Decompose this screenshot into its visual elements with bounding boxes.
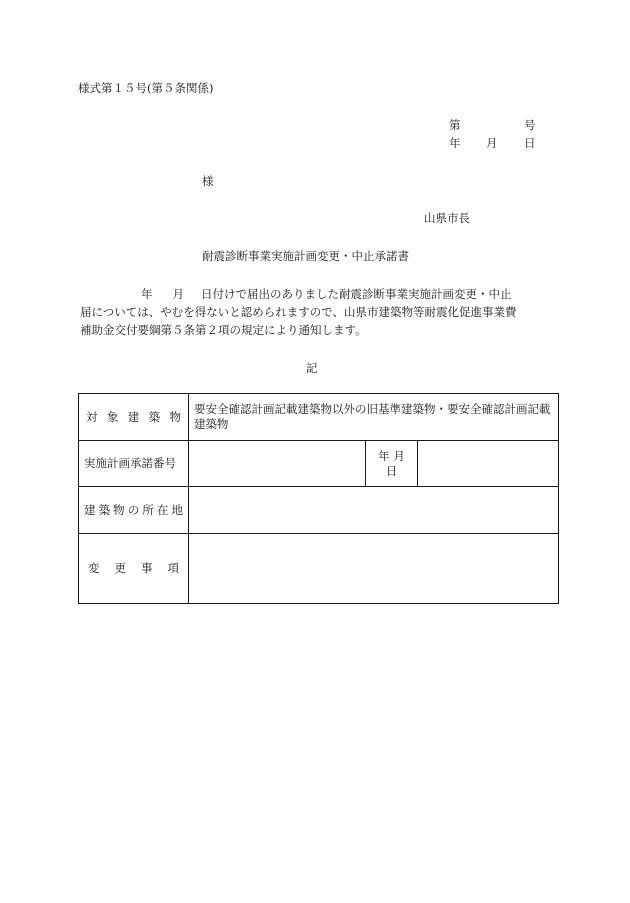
target-building-label: 対 象 建 築 物: [79, 394, 189, 441]
approval-number-value[interactable]: [189, 441, 366, 487]
body-line-3: 補助金交付要綱第５条第２項の規定により通知します。: [80, 323, 367, 337]
issuer-name: 山県市長: [424, 211, 470, 225]
ki-heading: 記: [306, 361, 318, 375]
body-text: [80, 285, 555, 339]
recipient-honorific: 様: [202, 174, 214, 188]
body-year: 年: [141, 287, 153, 301]
form-number: 様式第１５号(第５条関係): [78, 81, 214, 95]
number-prefix: 第: [449, 118, 461, 132]
change-items-row: [79, 534, 559, 604]
approval-number-label: 実施計画承諾番号: [79, 441, 189, 487]
building-location-label: 建 築 物 の 所 在 地: [79, 487, 189, 534]
document-number-row: [449, 117, 539, 135]
change-items-label: 変 更 事 項: [79, 534, 189, 604]
body-line-1: [80, 285, 555, 303]
document-number-date: [449, 117, 539, 153]
building-location-row: [79, 487, 559, 534]
document-title: 耐震診断事業実施計画変更・中止承諾書: [202, 249, 409, 263]
body-line-2: 届については、やむを得ないと認められますので、山県市建築物等耐震化促進事業費: [80, 305, 517, 319]
approval-number-row: [79, 441, 559, 487]
building-location-value[interactable]: [189, 487, 559, 534]
number-suffix: 号: [524, 118, 536, 132]
issue-date-row: [449, 135, 539, 153]
target-building-value: 要安全確認計画記載建築物以外の旧基準建築物・要安全確認計画記載建築物: [189, 394, 559, 441]
body-line-1-rest: 日付けで届出のありました耐震診断事業実施計画変更・中止: [201, 287, 512, 301]
detail-table: [78, 393, 559, 604]
date-year: 年: [449, 136, 461, 150]
date-month: 月: [486, 136, 498, 150]
body-month: 月: [172, 287, 184, 301]
target-building-row: [79, 394, 559, 441]
date-day: 日: [524, 136, 536, 150]
approval-date-label: 年 月 日: [366, 441, 418, 487]
change-items-value[interactable]: [189, 534, 559, 604]
approval-date-value[interactable]: [418, 441, 559, 487]
